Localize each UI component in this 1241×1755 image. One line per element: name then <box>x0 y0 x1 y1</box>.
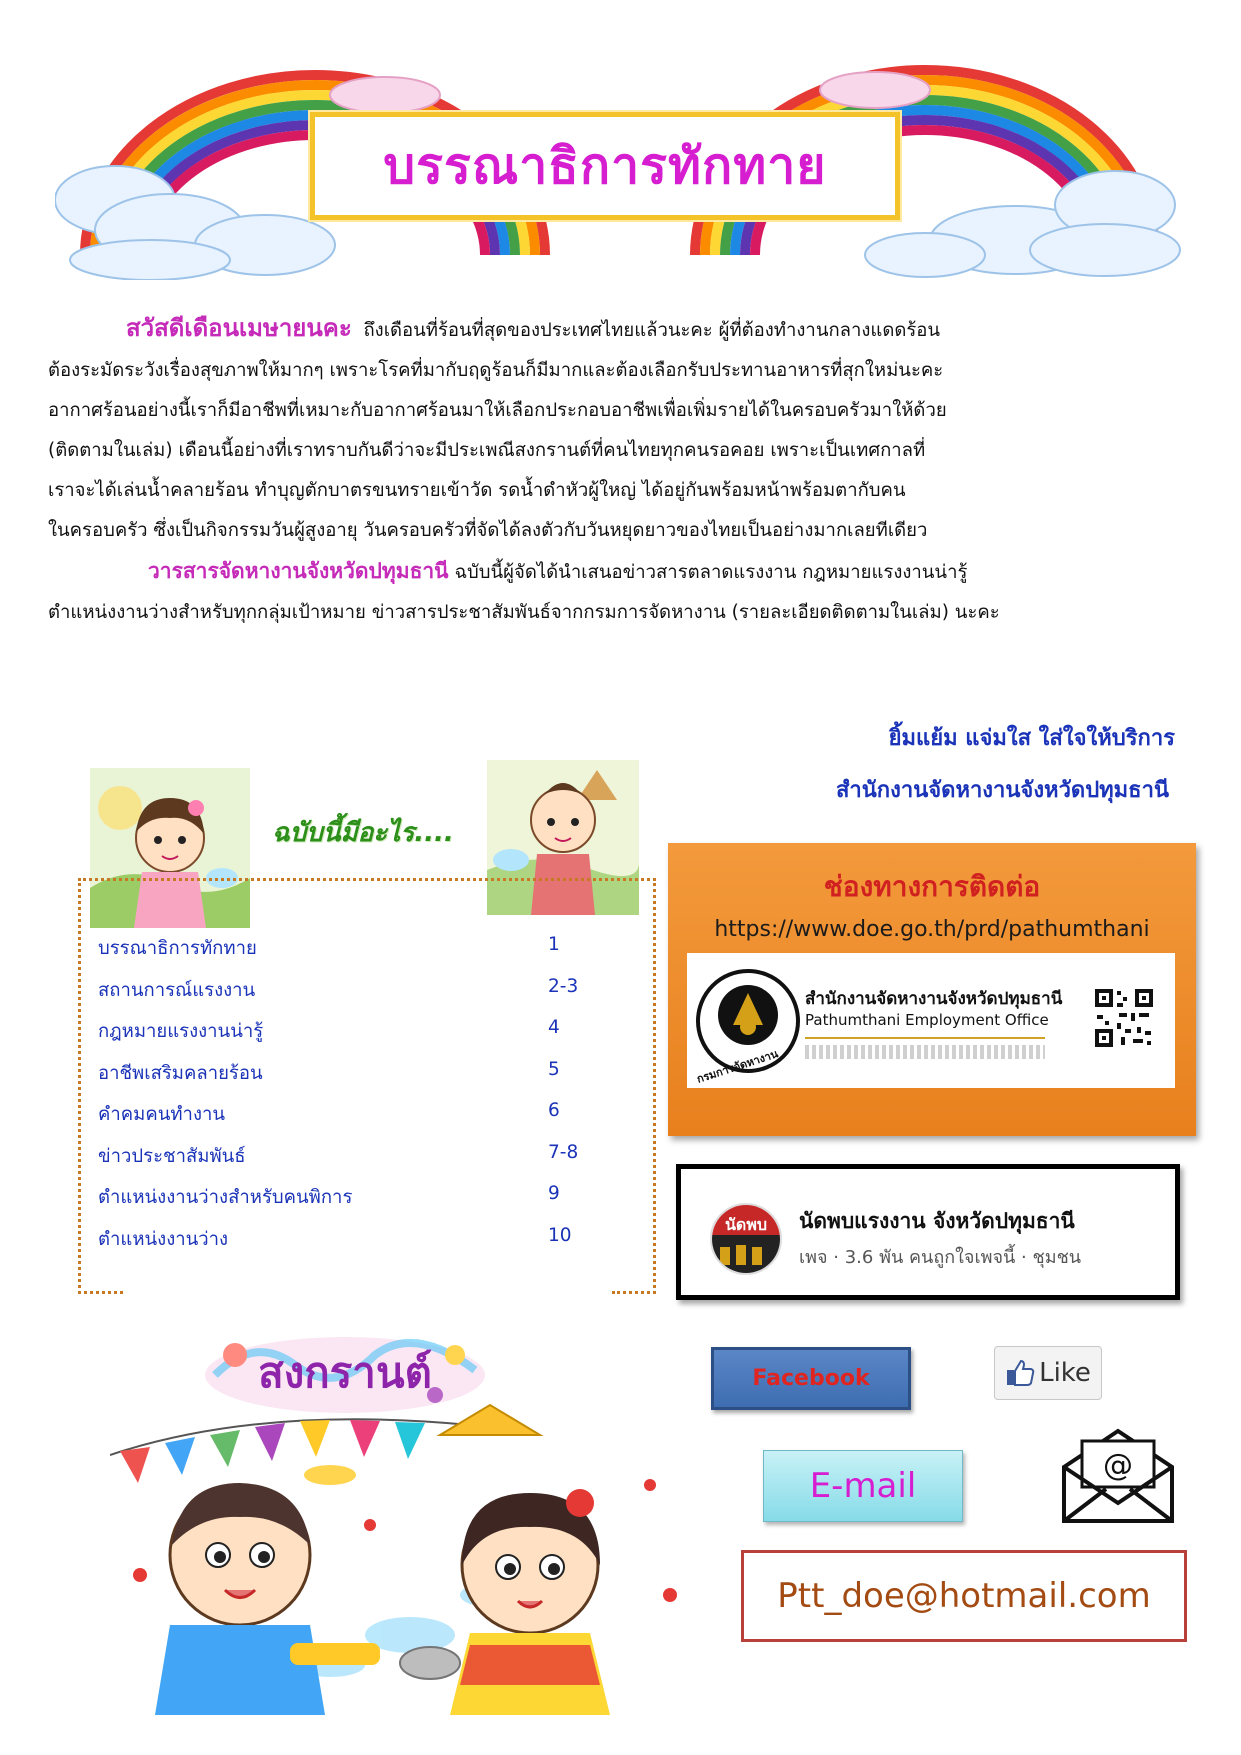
toc-item[interactable] <box>98 1225 598 1265</box>
facebook-button[interactable]: Facebook <box>711 1347 911 1410</box>
toc-item[interactable] <box>98 1059 598 1099</box>
office-logo-card <box>687 953 1175 1088</box>
envelope-icon[interactable] <box>1060 1425 1177 1525</box>
toc-item-page: 7-8 <box>548 1141 579 1163</box>
page-name: นัดพบแรงงาน จังหวัดปทุมธานี <box>799 1209 1075 1233</box>
address-fine-print <box>805 1045 1045 1059</box>
svg-text:@: @ <box>1103 1448 1133 1483</box>
toc-item[interactable] <box>98 934 598 974</box>
toc-item[interactable] <box>98 1017 598 1057</box>
intro-line: ในครอบครัว ซึ่งเป็นกิจกรรมวันผู้สูงอายุ วันครอบครัวที่จัดได้ลงตัวกับวันหยุดยาวของไทยเป็นอย่างมากเลยทีเดียว <box>48 520 928 541</box>
toc-item-label: ตำแหน่งงานว่าง <box>98 1228 229 1250</box>
toc-frame-bottom-left <box>78 1291 123 1294</box>
intro-line: ตำแหน่งงานว่างสำหรับทุกกลุ่มเป้าหมาย ข่าวสารประชาสัมพันธ์จากกรมการจัดหางาน (รายละเอียดติดตามในเล่ม) นะคะ <box>48 602 1000 623</box>
intro-paragraph <box>48 308 1188 633</box>
songkran-title: สงกรานต์ <box>258 1348 432 1397</box>
intro-line: ฉบับนี้ผู้จัดได้นำเสนอข่าวสารตลาดแรงงาน กฎหมายแรงงานน่ารู้ <box>454 562 968 583</box>
toc-item[interactable] <box>98 1183 598 1223</box>
intro-line: เราจะได้เล่นน้ำคลายร้อน ทำบุญตักบาตรขนทรายเข้าวัด รดน้ำดำหัวผู้ใหญ่ ได้อยู่กันพร้อมหน้าพร้อมตากับคน <box>48 480 906 501</box>
intro-line: ถึงเดือนที่ร้อนที่สุดของประเทศไทยแล้วนะคะ ผู้ที่ต้องทำงานกลางแดดร้อน <box>363 320 941 341</box>
intro-line: ต้องระมัดระวังเรื่องสุขภาพให้มากๆ เพราะโรคที่มากับฤดูร้อนก็มีมากและต้องเลือกรับประทานอาหารที่สุกใหม่นะคะ <box>48 360 944 381</box>
toc-item-page: 1 <box>548 934 560 955</box>
journal-lead: วารสารจัดหางานจังหวัดปทุมธานี <box>148 559 449 583</box>
toc-item[interactable] <box>98 1142 598 1182</box>
toc-item-page: 5 <box>548 1058 560 1080</box>
toc-item-label: สถานการณ์แรงงาน <box>98 979 256 1001</box>
slogan-line: ยิ้มแย้ม แจ่มใส ใส่ใจให้บริการ <box>888 726 1175 751</box>
toc-item-label: บรรณาธิการทักทาย <box>98 938 257 959</box>
page-meta: เพจ · 3.6 พัน คนถูกใจเพจนี้ · ชุมชน <box>799 1247 1082 1268</box>
toc-item-label: คำคมคนทำงาน <box>98 1104 226 1125</box>
intro-line: อากาศร้อนอย่างนี้เราก็มีอาชีพที่เหมาะกับอากาศร้อนมาให้เลือกประกอบอาชีพเพื่อเพิ่มรายได้ในครอบครัวมาให้ด้วย <box>48 400 947 421</box>
facebook-page-card[interactable] <box>676 1164 1180 1300</box>
toc-heading: ฉบับนี้มีอะไร.... <box>272 818 454 848</box>
toc-item-page: 2-3 <box>548 975 579 997</box>
toc-item-page: 10 <box>548 1224 572 1246</box>
office-name-th: สำนักงานจัดหางานจังหวัดปทุมธานี <box>805 989 1063 1009</box>
avatar-text: นัดพบ <box>724 1215 768 1234</box>
office-name: สำนักงานจัดหางานจังหวัดปทุมธานี <box>835 778 1169 803</box>
like-button[interactable] <box>994 1346 1102 1400</box>
toc-item-label: กฎหมายแรงงานน่ารู้ <box>98 1021 264 1042</box>
toc-item-label: ตำแหน่งงานว่างสำหรับคนพิการ <box>98 1187 353 1208</box>
email-address[interactable]: Ptt_doe@hotmail.com <box>741 1550 1187 1642</box>
toc-item-page: 4 <box>548 1017 560 1038</box>
title-box <box>310 112 900 220</box>
songkran-children-illustration <box>110 1395 700 1715</box>
toc-item-page: 6 <box>548 1100 560 1121</box>
logo-divider <box>805 1037 1045 1039</box>
qr-code-icon[interactable] <box>1093 987 1155 1049</box>
like-label: Like <box>1039 1358 1091 1388</box>
page-title: บรรณาธิการทักทาย <box>383 136 827 195</box>
contact-title: ช่องทางการติดต่อ <box>823 870 1041 903</box>
toc-item-label: อาชีพเสริมคลายร้อน <box>98 1062 263 1084</box>
toc-item-label: ข่าวประชาสัมพันธ์ <box>98 1145 246 1167</box>
thumbs-up-icon <box>1005 1358 1035 1388</box>
page-avatar <box>710 1203 782 1275</box>
contact-card <box>668 843 1196 1136</box>
intro-lead: สวัสดีเดือนเมษายนคะ <box>126 314 352 342</box>
intro-line: (ติดตามในเล่ม) เดือนนี้อย่างที่เราทราบกันดีว่าจะมีประเพณีสงกรานต์ที่คนไทยทุกคนรอคอย เพราะเป็นเทศกาลที่ <box>48 440 926 461</box>
toc-item-page: 9 <box>548 1183 560 1204</box>
toc-item[interactable] <box>98 1100 598 1140</box>
office-name-en: Pathumthani Employment Office <box>805 1011 1049 1029</box>
email-button[interactable]: E-mail <box>763 1450 963 1522</box>
toc-frame-bottom-right <box>612 1291 656 1294</box>
toc-item[interactable] <box>98 976 598 1016</box>
website-link[interactable]: https://www.doe.go.th/prd/pathumthani <box>714 917 1150 942</box>
seal-text: กรมการจัดหางาน <box>695 1047 780 1086</box>
